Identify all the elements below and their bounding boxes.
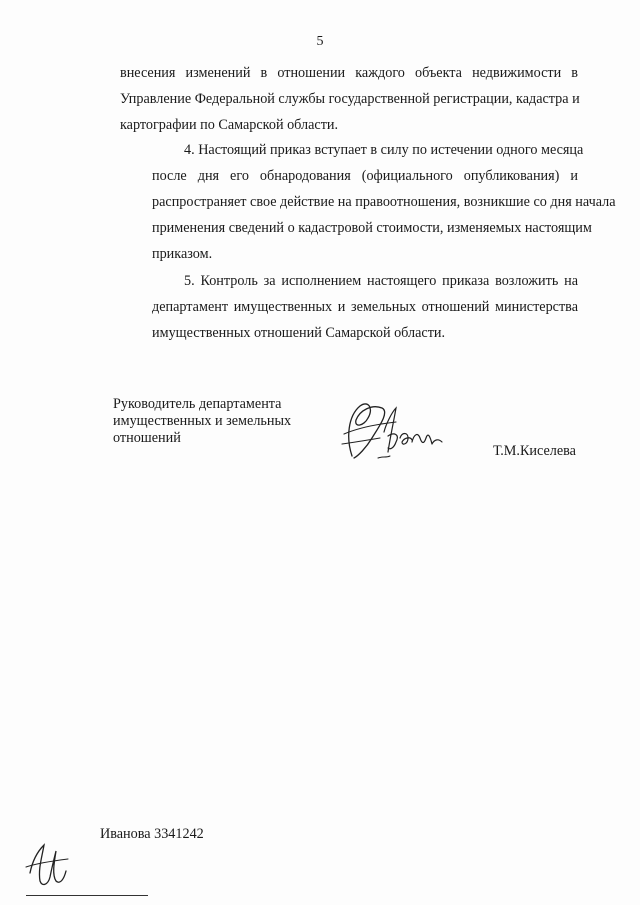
text-line: картографии по Самарской области. bbox=[120, 117, 339, 133]
handwritten-initials bbox=[22, 837, 72, 889]
handwritten-signature bbox=[338, 398, 448, 468]
position-line: имущественных и земельных bbox=[113, 413, 292, 429]
text-line: после дня его обнародования (официального опубликования) и bbox=[152, 168, 578, 184]
paragraph-item-4 bbox=[120, 137, 616, 267]
paragraph-item-5 bbox=[120, 268, 578, 346]
signatory-position bbox=[113, 396, 313, 447]
text-line: департамент имущественных и земельных отношений министерства bbox=[152, 299, 578, 315]
text-line: распространяет свое действие на правоотношения, возникшие со дня начала bbox=[152, 194, 616, 210]
signer-name: Т.М.Киселева bbox=[493, 443, 576, 459]
text-line: 4. Настоящий приказ вступает в силу по истечении одного месяца bbox=[184, 142, 584, 158]
executor-info: Иванова 3341242 bbox=[100, 826, 204, 842]
footer-rule bbox=[26, 895, 148, 896]
paragraph-continuation bbox=[120, 60, 578, 138]
text-line: Управление Федеральной службы государственной регистрации, кадастра и bbox=[120, 91, 580, 107]
text-line: внесения изменений в отношении каждого объекта недвижимости в bbox=[120, 65, 578, 81]
page-number: 5 bbox=[316, 34, 324, 49]
text-line: 5. Контроль за исполнением настоящего приказа возложить на bbox=[184, 273, 578, 289]
position-line: отношений bbox=[113, 430, 181, 446]
text-line: имущественных отношений Самарской области. bbox=[152, 325, 446, 341]
text-line: применения сведений о кадастровой стоимости, изменяемых настоящим bbox=[152, 220, 592, 236]
text-line: приказом. bbox=[152, 246, 213, 262]
position-line: Руководитель департамента bbox=[113, 396, 282, 412]
